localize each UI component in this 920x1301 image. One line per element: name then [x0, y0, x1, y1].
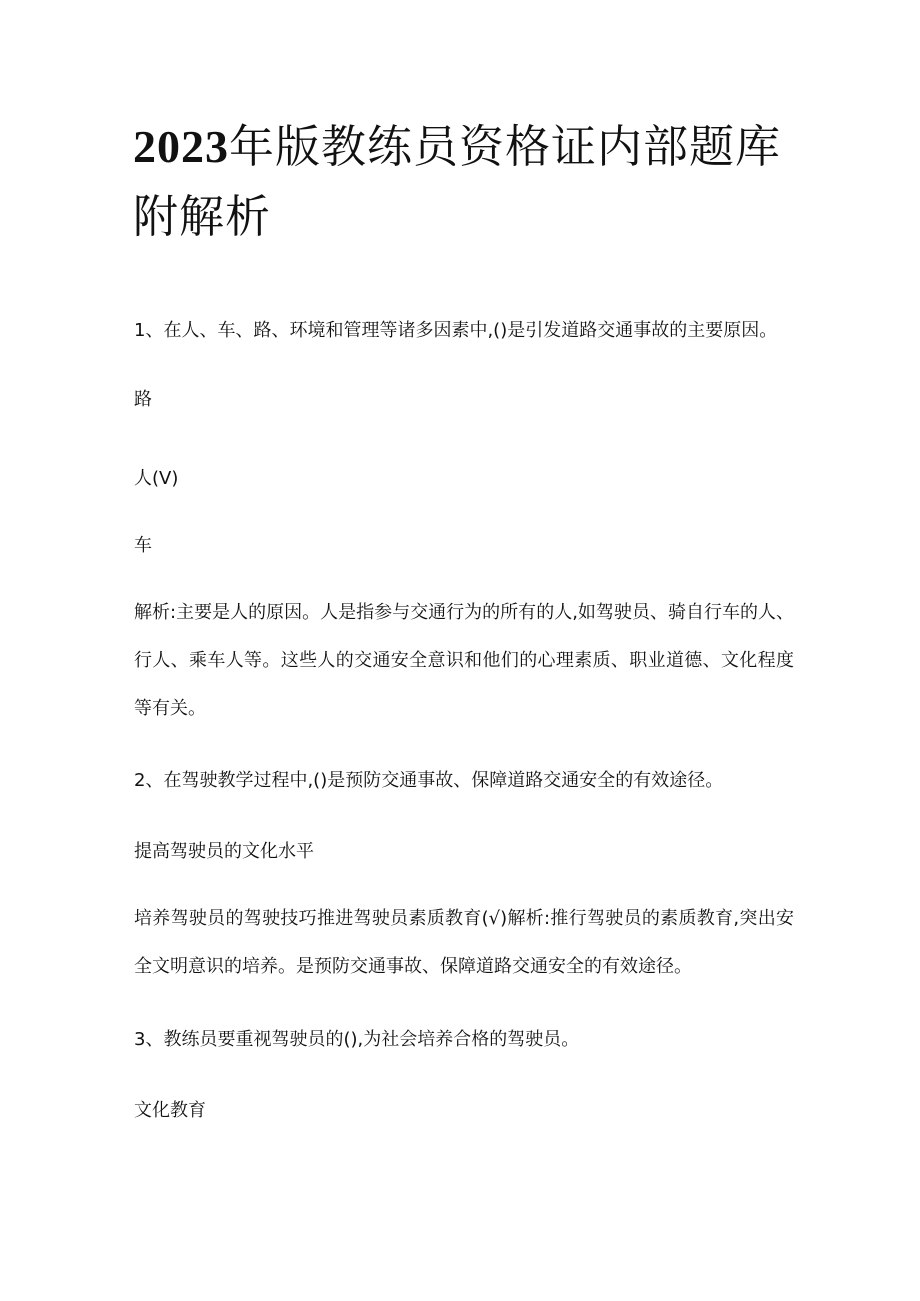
question-1-explanation: 解析:主要是人的原因。人是指参与交通行为的所有的人,如驾驶员、骑自行车的人、行人、乘车人等。这些人的交通安全意识和他们的心理素质、职业道德、文化程度等有关。 — [134, 602, 794, 719]
question-2-option-a: 提高驾驶员的文化水平 — [134, 841, 314, 862]
question-2: 2、在驾驶教学过程中,()是预防交通事故、保障道路交通安全的有效途径。 — [134, 770, 724, 791]
question-3: 3、教练员要重视驾驶员的(),为社会培养合格的驾驶员。 — [134, 1029, 580, 1050]
title-text: 年版教练员资格证内部题库附解析 — [133, 120, 782, 243]
question-1: 1、在人、车、路、环境和管理等诸多因素中,()是引发道路交通事故的主要原因。 — [134, 320, 778, 341]
question-3-option-a: 文化教育 — [134, 1100, 206, 1121]
question-2-option-b-explanation: 培养驾驶员的驾驶技巧推进驾驶员素质教育(√)解析:推行驾驶员的素质教育,突出安全文明意识的培养。是预防交通事故、保障道路交通安全的有效途径。 — [134, 908, 794, 977]
question-1-option-a: 路 — [134, 389, 152, 410]
document-title — [133, 112, 813, 252]
title-year: 2023 — [133, 121, 229, 172]
question-1-option-b: 人(V) — [134, 468, 179, 489]
question-1-option-c: 车 — [134, 535, 152, 556]
